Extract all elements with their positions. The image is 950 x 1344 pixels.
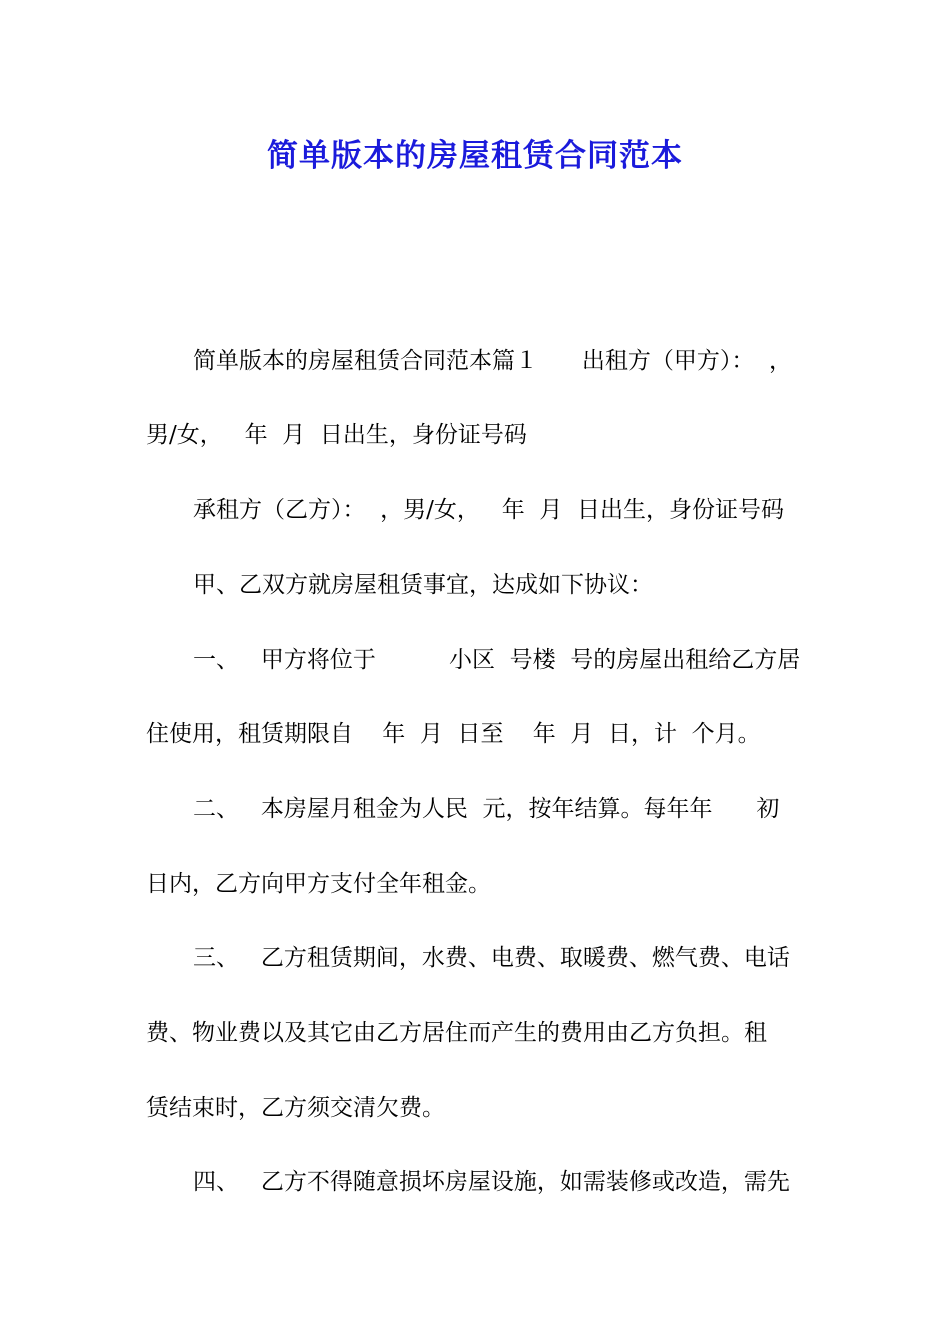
paragraph-line: 费、物业费以及其它由乙方居住而产生的费用由乙方负担。租 [146, 1020, 767, 1046]
paragraph-line: 甲、乙双方就房屋租赁事宜，达成如下协议： [193, 572, 653, 598]
paragraph-line: 承租方（乙方）： ，男/女， 年 月 日出生，身份证号码 [193, 497, 785, 523]
paragraph-line: 赁结束时，乙方须交清欠费。 [146, 1095, 445, 1121]
paragraph-line: 男/女， 年 月 日出生，身份证号码 [146, 422, 527, 448]
paragraph-line: 二、 本房屋月租金为人民 元，按年结算。每年年 初 [193, 796, 780, 822]
paragraph-line: 住使用，租赁期限自 年 月 日至 年 月 日，计 个月。 [146, 721, 761, 747]
paragraph-line: 一、 甲方将位于 小区 号楼 号的房屋出租给乙方居 [193, 647, 801, 673]
paragraph-line: 日内，乙方向甲方支付全年租金。 [146, 871, 491, 897]
paragraph-line: 三、 乙方租赁期间，水费、电费、取暖费、燃气费、电话 [193, 945, 790, 971]
paragraph-line: 四、 乙方不得随意损坏房屋设施，如需装修或改造，需先 [193, 1169, 790, 1195]
document-title: 简单版本的房屋租赁合同范本 [267, 138, 683, 174]
paragraph-line: 简单版本的房屋租赁合同范本篇１ 出租方（甲方）： ， [193, 348, 792, 374]
